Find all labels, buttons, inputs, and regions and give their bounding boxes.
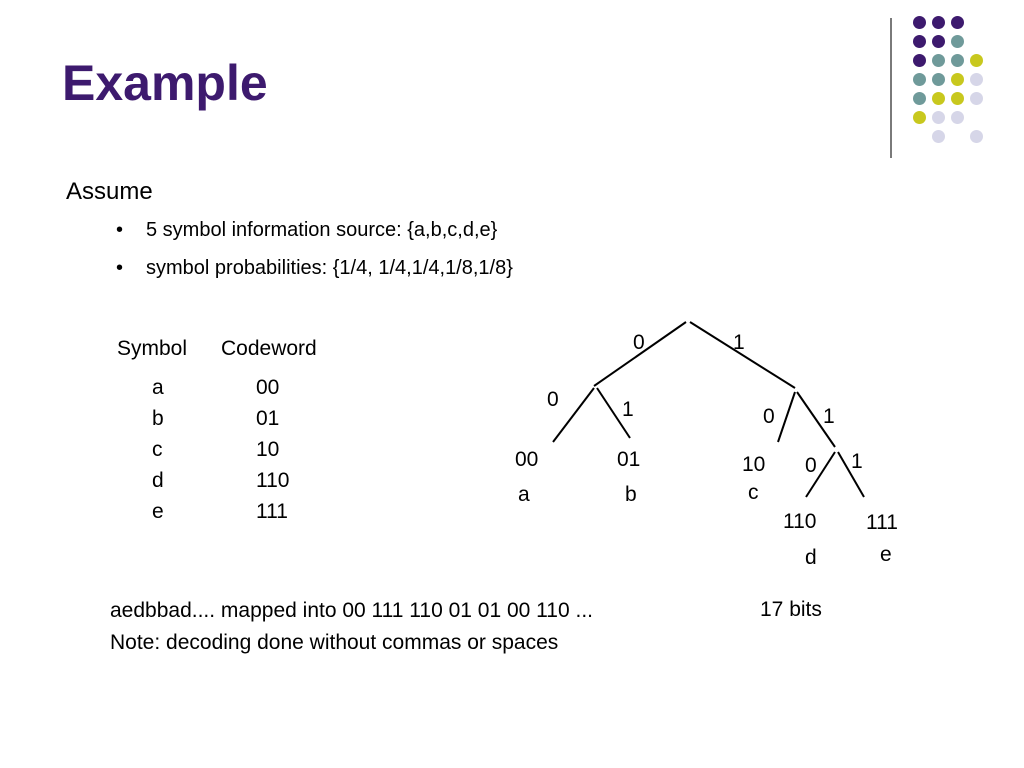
edge-label: 1	[823, 405, 835, 428]
table-codeword: 111	[256, 500, 288, 523]
bullet-icon: •	[116, 257, 124, 279]
mapping-example: aedbbad.... mapped into 00 111 110 01 01 00 110 ...	[110, 599, 593, 622]
leaf-code: 01	[617, 448, 641, 471]
table-codeword: 10	[256, 438, 280, 461]
edge-label: 1	[622, 398, 634, 421]
table-symbol: d	[152, 469, 164, 492]
tree-edge	[553, 388, 594, 442]
edge-label: 1	[851, 450, 863, 473]
edge-label: 0	[633, 331, 645, 354]
leaf-symbol: e	[880, 543, 892, 566]
edge-label: 0	[547, 388, 559, 411]
bit-count: 17 bits	[760, 598, 822, 621]
leaf-symbol: b	[625, 483, 637, 506]
table-symbol: b	[152, 407, 164, 430]
leaf-code: 110	[783, 510, 817, 533]
edge-label: 0	[805, 454, 817, 477]
table-codeword: 110	[256, 469, 290, 492]
bullet-icon: •	[116, 219, 124, 241]
leaf-code: 00	[515, 448, 539, 471]
slide-title: Example	[62, 55, 268, 111]
table-symbol: a	[152, 376, 164, 399]
bullet-text: 5 symbol information source: {a,b,c,d,e}	[146, 219, 498, 241]
table-header-symbol: Symbol	[117, 337, 188, 360]
tree-edge	[778, 392, 795, 442]
table-codeword: 00	[256, 376, 280, 399]
leaf-code: 111	[866, 511, 898, 534]
table-codeword: 01	[256, 407, 280, 430]
leaf-symbol: c	[748, 481, 759, 504]
table-header-codeword: Codeword	[221, 337, 317, 360]
leaf-code: 10	[742, 453, 766, 476]
decoding-note: Note: decoding done without commas or spaces	[110, 631, 559, 654]
leaf-symbol: d	[805, 546, 817, 569]
bullet-text: symbol probabilities: {1/4, 1/4,1/4,1/8,1/8}	[146, 257, 513, 279]
table-symbol: e	[152, 500, 164, 523]
leaf-symbol: a	[518, 483, 530, 506]
edge-label: 1	[733, 331, 745, 354]
edge-label: 0	[763, 405, 775, 428]
table-symbol: c	[152, 438, 163, 461]
assume-heading: Assume	[66, 178, 153, 205]
